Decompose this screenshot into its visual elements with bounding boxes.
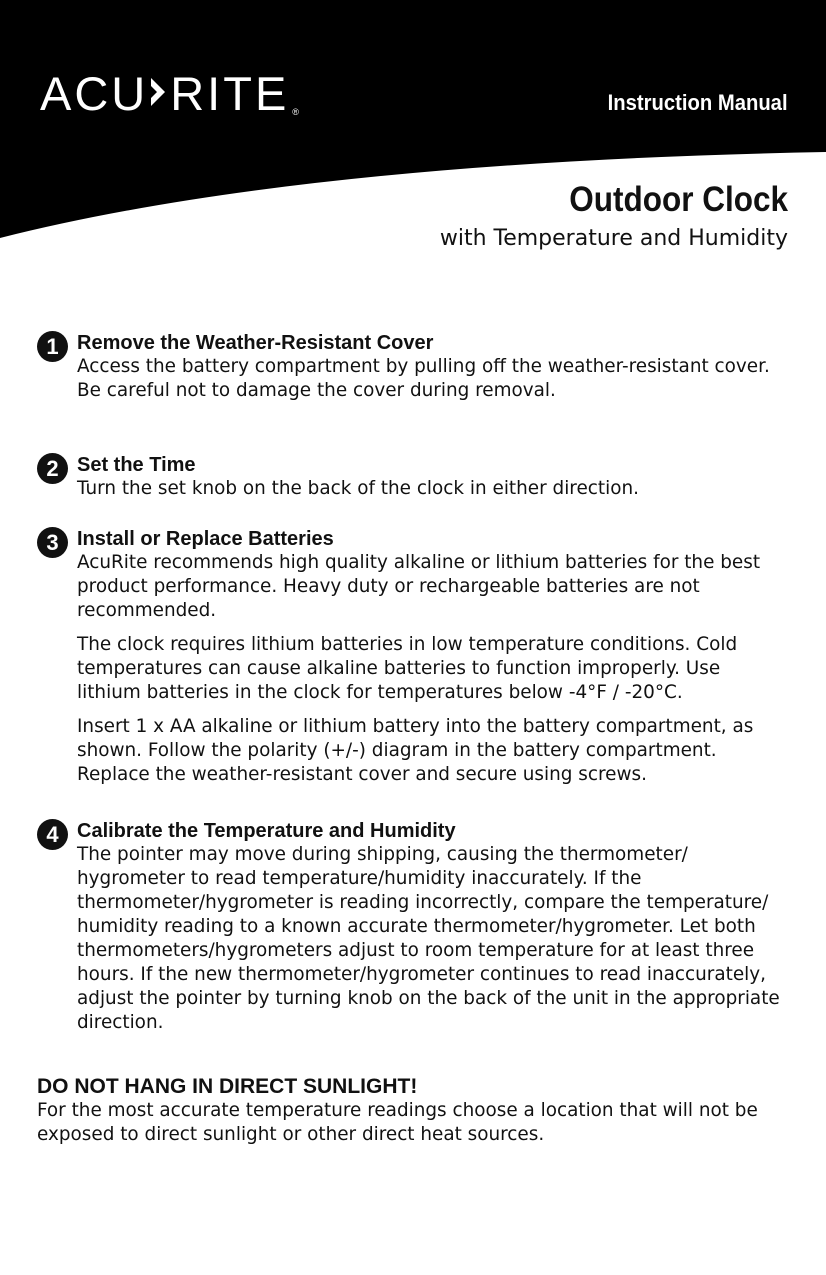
logo-arrow-icon: [148, 76, 168, 108]
step-number-badge: 2: [37, 453, 68, 484]
step-paragraph: AcuRite recommends high quality alkaline or lithium batteries for the best product performance. Heavy duty or rechargeable batteries are not recommended.: [77, 552, 761, 621]
step-paragraph: The pointer may move during shipping, causing the thermometer/ hygrometer to read temperature/humidity inaccurately. If the thermometer/hygrometer is reading incorrectly, compare the temperature/ humidity reading to a known accurate thermometer/hygrometer. Let both thermometers/hygrometers adjust to room temperature for at least three hours. If the new thermometer/hygrometer continues to read inaccurately, adjust the pointer by turning knob on the back of the unit in the appropriate direction.: [77, 844, 780, 1033]
page-title: Outdoor Clock: [569, 180, 788, 219]
step-1: [37, 331, 789, 403]
acurite-logo: [40, 67, 299, 120]
step-paragraph: The clock requires lithium batteries in low temperature conditions. Cold temperatures can cause alkaline batteries to function improperly. Use lithium batteries in the clock for temperatures below -4°F / -20°C.: [77, 634, 738, 703]
step-3: [37, 527, 789, 787]
logo-text-right: RITE: [170, 67, 290, 120]
step-heading: Remove the Weather-Resistant Cover: [77, 332, 434, 354]
step-number-badge: 4: [37, 819, 68, 850]
step-heading: Set the Time: [77, 454, 196, 476]
step-paragraph: Turn the set knob on the back of the clock in either direction.: [77, 478, 639, 499]
header-band: [0, 0, 826, 260]
logo-text-left: ACU: [40, 67, 149, 120]
warning-heading: DO NOT HANG IN DIRECT SUNLIGHT!: [37, 1075, 418, 1098]
step-paragraph: Insert 1 x AA alkaline or lithium battery into the battery compartment, as shown. Follow the polarity (+/-) diagram in the battery compartment. Replace the weather-resistant cover and secure using screws.: [77, 716, 754, 785]
step-heading: Install or Replace Batteries: [77, 528, 334, 550]
step-2: [37, 453, 789, 501]
registered-mark: ®: [292, 107, 299, 117]
step-paragraph: Access the battery compartment by pulling off the weather-resistant cover. Be careful not to damage the cover during removal.: [77, 356, 770, 401]
step-heading: Calibrate the Temperature and Humidity: [77, 820, 456, 842]
step-4: [37, 819, 789, 1035]
warning-text: For the most accurate temperature readings choose a location that will not be exposed to direct sunlight or other direct heat sources.: [37, 1100, 758, 1145]
page-subtitle: with Temperature and Humidity: [439, 226, 788, 251]
step-number-badge: 1: [37, 331, 68, 362]
step-number-badge: 3: [37, 527, 68, 558]
sunlight-warning: [37, 1075, 789, 1147]
instruction-manual-label: Instruction Manual: [608, 90, 788, 115]
